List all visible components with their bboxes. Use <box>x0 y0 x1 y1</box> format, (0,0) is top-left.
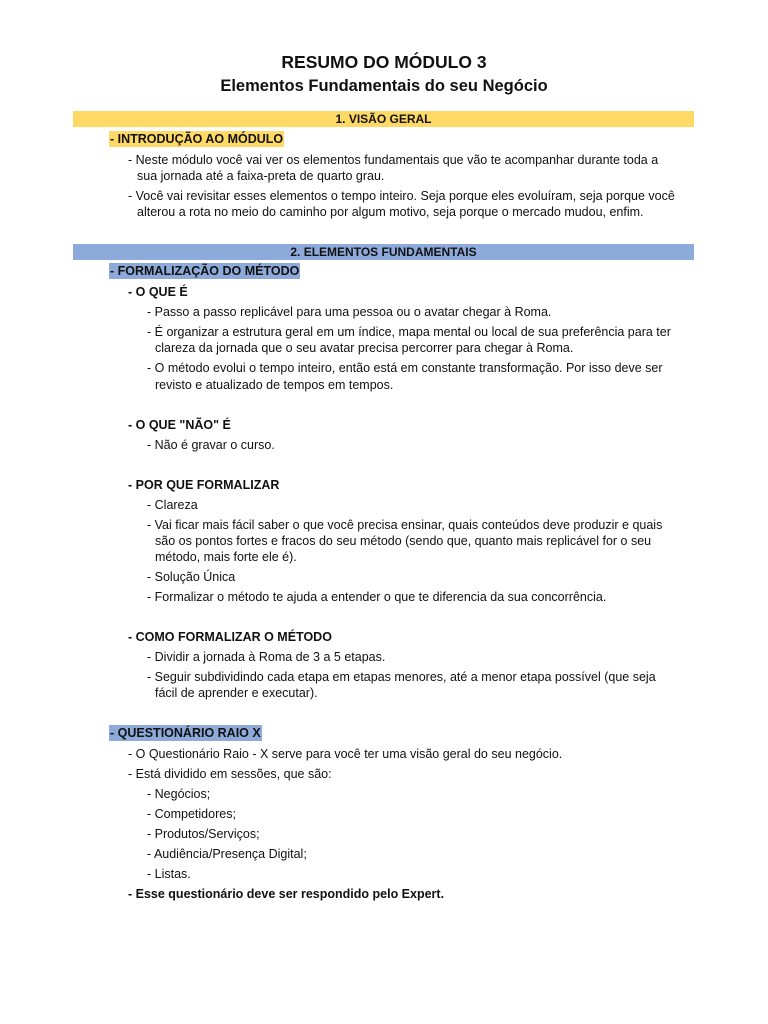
body-line: - O método evolui o tempo inteiro, então está em constante transformação. Por isso deve ser <box>147 361 663 375</box>
body-line: - Não é gravar o curso. <box>147 438 275 452</box>
body-line: - Solução Única <box>147 570 236 584</box>
body-line: fácil de aprender e executar). <box>155 686 318 700</box>
topic-label-introducao: - INTRODUÇÃO AO MÓDULO <box>110 132 284 146</box>
body-line: sua jornada até a faixa-preta de quarto grau. <box>137 169 385 183</box>
body-line: - Vai ficar mais fácil saber o que você precisa ensinar, quais conteúdos deve produzir e quais <box>147 518 663 532</box>
body-line: são os pontos fortes e fracos do seu método (sendo que, quanto mais replicável for o seu <box>155 534 652 548</box>
list-item: - Negócios; <box>147 787 211 801</box>
body-line: - Neste módulo você vai ver os elementos fundamentais que vão te acompanhar durante toda a <box>128 153 659 167</box>
subtopic-label-o-que-nao-e: - O QUE "NÃO" É <box>128 418 231 432</box>
body-line-emphasis: - Esse questionário deve ser respondido pelo Expert. <box>128 887 445 901</box>
section-heading-elementos-fundamentais: 2. ELEMENTOS FUNDAMENTAIS <box>73 244 694 260</box>
subtopic-label-o-que-e: - O QUE É <box>128 285 188 299</box>
page-subtitle: Elementos Fundamentais do seu Negócio <box>220 77 548 95</box>
body-line: - Seguir subdividindo cada etapa em etapas menores, até a menor etapa possível (que seja <box>147 670 656 684</box>
body-line: método, mais forte ele é). <box>155 550 297 564</box>
body-line: - Passo a passo replicável para uma pessoa ou o avatar chegar à Roma. <box>147 305 552 319</box>
list-item: - Audiência/Presença Digital; <box>147 847 307 861</box>
topic-label-formalizacao: - FORMALIZAÇÃO DO MÉTODO <box>110 264 300 278</box>
body-line: alterou a rota no meio do caminho por algum motivo, seja porque o mercado mudou, enfim. <box>137 205 644 219</box>
body-line: - Dividir a jornada à Roma de 3 a 5 etapas. <box>147 650 386 664</box>
body-line: revisto e atualizado de tempos em tempos. <box>155 378 394 392</box>
list-item: - Competidores; <box>147 807 236 821</box>
body-line: clareza da jornada que o seu avatar precisa percorrer para chegar à Roma. <box>155 341 574 355</box>
subtopic-label-por-que-formalizar: - POR QUE FORMALIZAR <box>128 478 280 492</box>
body-line: - Você vai revisitar esses elementos o tempo inteiro. Seja porque eles evoluíram, seja porque você <box>128 189 675 203</box>
body-line: - Está dividido em sessões, que são: <box>128 767 332 781</box>
body-line: - O Questionário Raio - X serve para você ter uma visão geral do seu negócio. <box>128 747 563 761</box>
subtopic-label-como-formalizar: - COMO FORMALIZAR O MÉTODO <box>128 630 332 644</box>
topic-label-questionario-raio-x: - QUESTIONÁRIO RAIO X <box>110 726 261 740</box>
page-title: RESUMO DO MÓDULO 3 <box>281 52 487 72</box>
section-heading-visao-geral: 1. VISÃO GERAL <box>73 111 694 127</box>
body-line: - Formalizar o método te ajuda a entender o que te diferencia da sua concorrência. <box>147 590 607 604</box>
list-item: - Produtos/Serviços; <box>147 827 260 841</box>
body-line: - É organizar a estrutura geral em um índice, mapa mental ou local de sua preferência para ter <box>147 325 671 339</box>
body-line: - Clareza <box>147 498 198 512</box>
list-item: - Listas. <box>147 867 191 881</box>
